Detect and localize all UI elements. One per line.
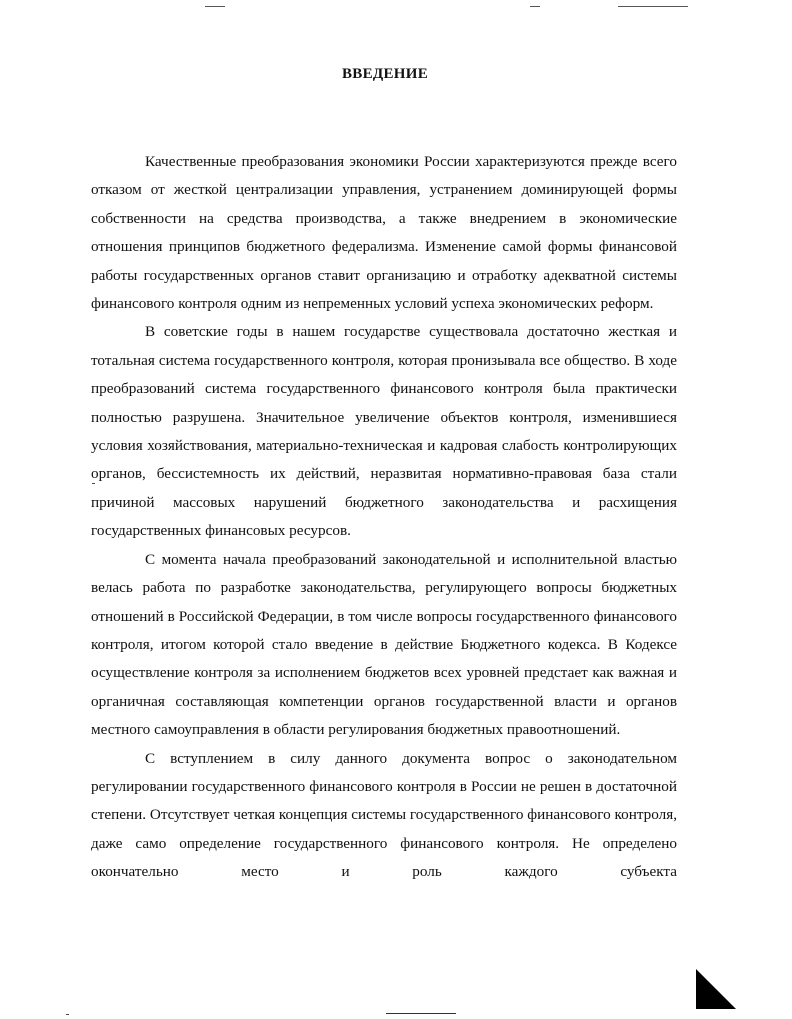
scan-speck-left (92, 483, 95, 484)
paragraph-1: Качественные преобразования экономики России характеризуются прежде всего отказом от жесткой централизации управления, устранением доминирующей формы собственности на средства производства, а также внедрением в экономические отношения принципов бюджетного федерализма. Изменение самой формы финансовой работы государственных органов ставит организацию и отработку адекватной системы финансового контроля одним из непременных условий успеха экономических реформ. (91, 153, 677, 313)
scan-artifact-top-mid (530, 6, 540, 7)
paragraph-3: С момента начала преобразований законодательной и исполнительной властью велась работа по разработке законодательства, регулирующего вопросы бюджетных отношений в Российской Федерации, в том числе вопросы государственного финансового контроля, итогом которой стало введение в действие Бюджетного кодекса. В Кодексе осуществление контроля за исполнением бюджетов всех уровней предстает как важная и органичная составляющая компетенции органов государственной власти и органов местного самоуправления в области регулирования бюджетных правоотношений. (91, 550, 677, 739)
paragraph-2: В советские годы в нашем государстве существовала достаточно жесткая и тотальная система государственного контроля, которая пронизывала все общество. В ходе преобразований система государственного финансового контроля была практически полностью разрушена. Значительное увеличение объектов контроля, изменившиеся условия хозяйствования, материально-техническая и кадровая слабость контролирующих органов, бессистемность их действий, неразвитая нормативно-правовая база стали причиной массовых нарушений бюджетного законодательства и расхищения государственных финансовых ресурсов. (91, 323, 677, 540)
scan-artifact-bottom-line (386, 1013, 456, 1014)
scan-artifact-top-right (618, 6, 688, 7)
scan-artifact-top-left (205, 6, 225, 7)
page-title: ВВЕДЕНИЕ (341, 66, 429, 82)
paragraph-4: С вступлением в силу данного документа вопрос о законодательном регулировании государственного финансового контроля в России не решен в достаточной степени. Отсутствует четкая концепция системы государственного финансового контроля, даже само определение государственного финансового контроля. Не определено окончательно место и роль каждого субъекта (91, 749, 677, 881)
page-corner-triangle-icon (696, 969, 736, 1009)
body-text (91, 148, 677, 887)
scan-speck-bottom-left (66, 1014, 69, 1015)
